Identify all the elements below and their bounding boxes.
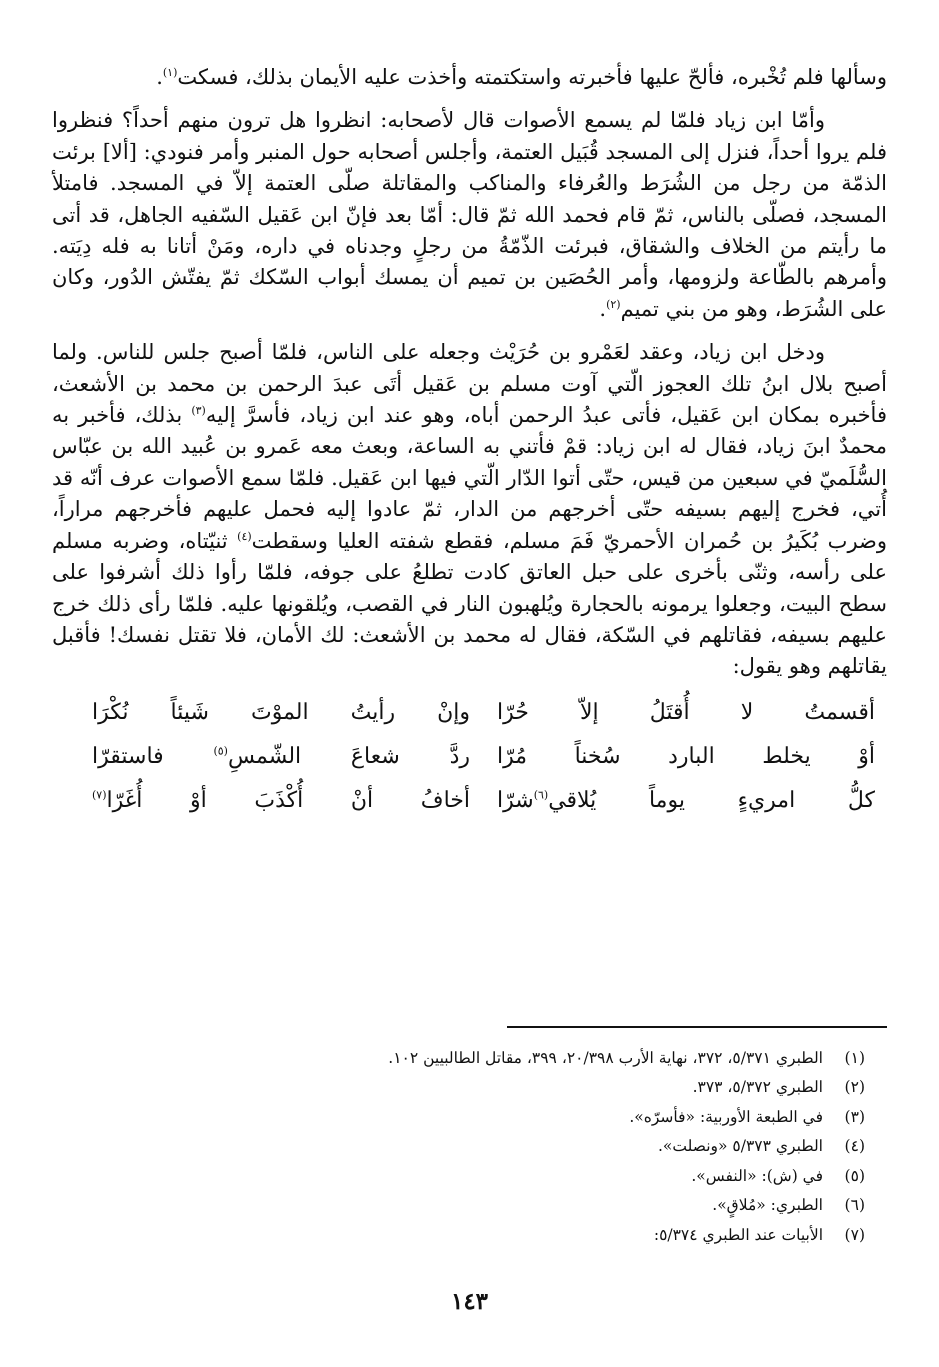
- footnote-marker: (٤): [237, 529, 252, 543]
- footnote: [65, 1043, 865, 1073]
- text-segment: .: [156, 65, 163, 89]
- text-segment: وأمّا ابن زياد فلمّا لم يسمع الأصوات قال لأصحابه: انظروا هل ترون منهم أحداً؟ فنظروا فلم يروا أحداً، فنزل إلى المسجد قُبَيل العتمة، وأجلس أصحابه حول المنبر وأمر فنودي: [ألا] برئت الذمّة من رجل من الشُرَط والعُرفاء والمناكب والمقاتلة صلّى العتمة إلاّ في المسجد. فامتلأ المسجد، فصلّى بالناس، ثمّ قام فحمد الله ثمّ قال: أمّا بعد فإنّ ابن عَقيل السّفيه الجاهل، قد أتى ما رأيتم من الخلاف والشقاق، فبرئت الذّمّةُ من رجلٍ وجدناه في داره، ومَنْ أتانا به فله دِيَته. وأمرهم بالطّاعة ولزومها، وأمر الحُصَين بن تميم أن يمسك أبواب السّكك ثمّ يفتّش الدُور، وكان على الشُرَط، وهو من بني تميم: [52, 108, 887, 321]
- text-segment: أخافُ أنْ أُكْذَبَ أوْ أُغَرّا: [106, 788, 470, 814]
- footnote-number: (٢): [844, 1078, 865, 1097]
- footnote-marker: (٧): [92, 788, 107, 802]
- footnote-marker: (٢): [606, 297, 621, 311]
- poem-first-hemistich: [497, 700, 887, 725]
- footnote: [65, 1132, 865, 1162]
- footnote-marker: (١): [162, 66, 178, 79]
- text-segment: .: [599, 296, 607, 321]
- footnote-text: في (ش): «النفس».: [691, 1166, 823, 1185]
- text-segment: ودخل ابن زياد، وعقد لعَمْرو بن حُرَيْث وجعله على الناس، فلمّا أصبح جلس للناس. ولما أصبح بلال ابنُ تلك العجوز الّتي آوت مسلم بن عَقيل أتَى عبدَ الرحمن بن محمد بن الأشعث، فأخبره بمكان ابن عَقيل، فأتى عبدُ الرحمن أباه، وهو عند ابن زياد، فأسرَّ إليه: [52, 340, 887, 428]
- text-segment: وإنْ رأيتُ الموْتَ شَيئاً نُكْرَا: [92, 700, 470, 726]
- footnote-number: (٦): [844, 1196, 865, 1215]
- poem-verse: [52, 691, 887, 735]
- footnotes: [65, 1043, 865, 1250]
- footnote: [65, 1161, 865, 1191]
- footnote: [65, 1191, 865, 1221]
- footnote: [65, 1102, 865, 1132]
- text-segment: ردَّ شعاعَ الشّمسِ: [227, 744, 470, 770]
- footnote-text: الأبيات عند الطبري ٥/٣٧٤:: [653, 1225, 823, 1244]
- poem-verse: [52, 735, 887, 779]
- poem-second-hemistich: [52, 700, 470, 725]
- footnote-text: الطبري: «مُلاقٍ».: [712, 1196, 823, 1215]
- footnote-number: (٥): [844, 1166, 865, 1185]
- footnote-text: الطبري ٥/٣٧١، ٣٧٢، نهاية الأرب ٢٠/٣٩٨، ٣٩٩، مقاتل الطالبيين ١٠٢.: [388, 1048, 823, 1067]
- footnote: [65, 1220, 865, 1250]
- poem: [52, 691, 887, 823]
- text-segment: بذلك، فأخبر به محمدٌ ابنَ زياد، فقال له ابن زياد: قمْ فأتني به الساعة، وبعث معه عَمرو بن عُبيد الله بن عبّاس السُّلَميّ في سبعين من قيس، حتّى أتوا الدّار الّتي فيها ابن عَقيل. فلمّا سمع الأصوات عرف أنّه قد أُتي، فخرج إليهم بسيفه حتّى أخرجهم من الدار، ثمّ عادوا إليه فحمل عليهم فأخرجهم مراراً، وضرب بُكَيرُ بن حُمران الأحمريّ فَمَ مسلم، فقطع شفته العليا وسقطت: [52, 403, 888, 553]
- poem-second-hemistich: [52, 744, 470, 769]
- footnote-number: (٧): [844, 1225, 865, 1244]
- footnote-number: (١): [844, 1048, 865, 1067]
- poem-verse: [52, 779, 887, 823]
- footnote: [65, 1073, 865, 1103]
- paragraph: [52, 105, 887, 325]
- footnote-marker: (٥): [213, 744, 228, 758]
- footnote-number: (٤): [844, 1137, 865, 1156]
- text-segment: أوْ يخلط البارد سُخناً مُرّا: [497, 744, 875, 770]
- page-number: ١٤٣: [450, 1288, 489, 1315]
- text-segment: ثنيّتاه، وضربه مسلم على رأسه، وثنّى بأخرى على حبل العاتق كادت تطلعُ على جوفه، فلمّا رأوا ذلك أشرفوا على سطح البيت، وجعلوا يرمونه بالحجارة ويُلهبون النار في القصب، ويُلقونها عليه. فلمّا رأى ذلك خرج عليهم بسيفه، فقاتلهم في السّكة، فقال له محمد بن الأشعث: لك الأمان، فلا تقتل نفسك! فأقبل يقاتلهم وهو يقول:: [52, 528, 887, 679]
- footnote-number: (٣): [844, 1107, 865, 1126]
- text-segment: فاستقرّا: [92, 744, 214, 770]
- text-segment: كلُّ امريءٍ يوماً يُلاقي: [548, 788, 875, 814]
- text-segment: أقسمتُ لا أُقتَلُ إلاّ حُرّا: [497, 700, 875, 726]
- paragraph: [52, 62, 887, 93]
- paragraph: [52, 337, 887, 682]
- footnote-text: في الطبعة الأوربية: «فأسرّه».: [629, 1107, 823, 1126]
- footnote-marker: (٦): [533, 788, 549, 802]
- footnote-text: الطبري ٥/٣٧٢، ٣٧٣.: [692, 1078, 823, 1097]
- text-segment: شرّا: [497, 788, 534, 814]
- footnote-text: الطبري ٥/٣٧٣ «ونصلت».: [658, 1137, 823, 1156]
- poem-first-hemistich: [497, 788, 887, 813]
- main-text: [52, 62, 887, 683]
- footnote-divider: [507, 1026, 887, 1028]
- poem-second-hemistich: [52, 788, 470, 813]
- poem-first-hemistich: [497, 744, 887, 769]
- text-segment: وسألها فلم تُخْبره، فألحّ عليها فأخبرته واستكتمته وأخذت عليه الأيمان بذلك، فسكت: [177, 65, 887, 89]
- page-body: [52, 62, 887, 823]
- footnote-marker: (٣): [191, 404, 206, 418]
